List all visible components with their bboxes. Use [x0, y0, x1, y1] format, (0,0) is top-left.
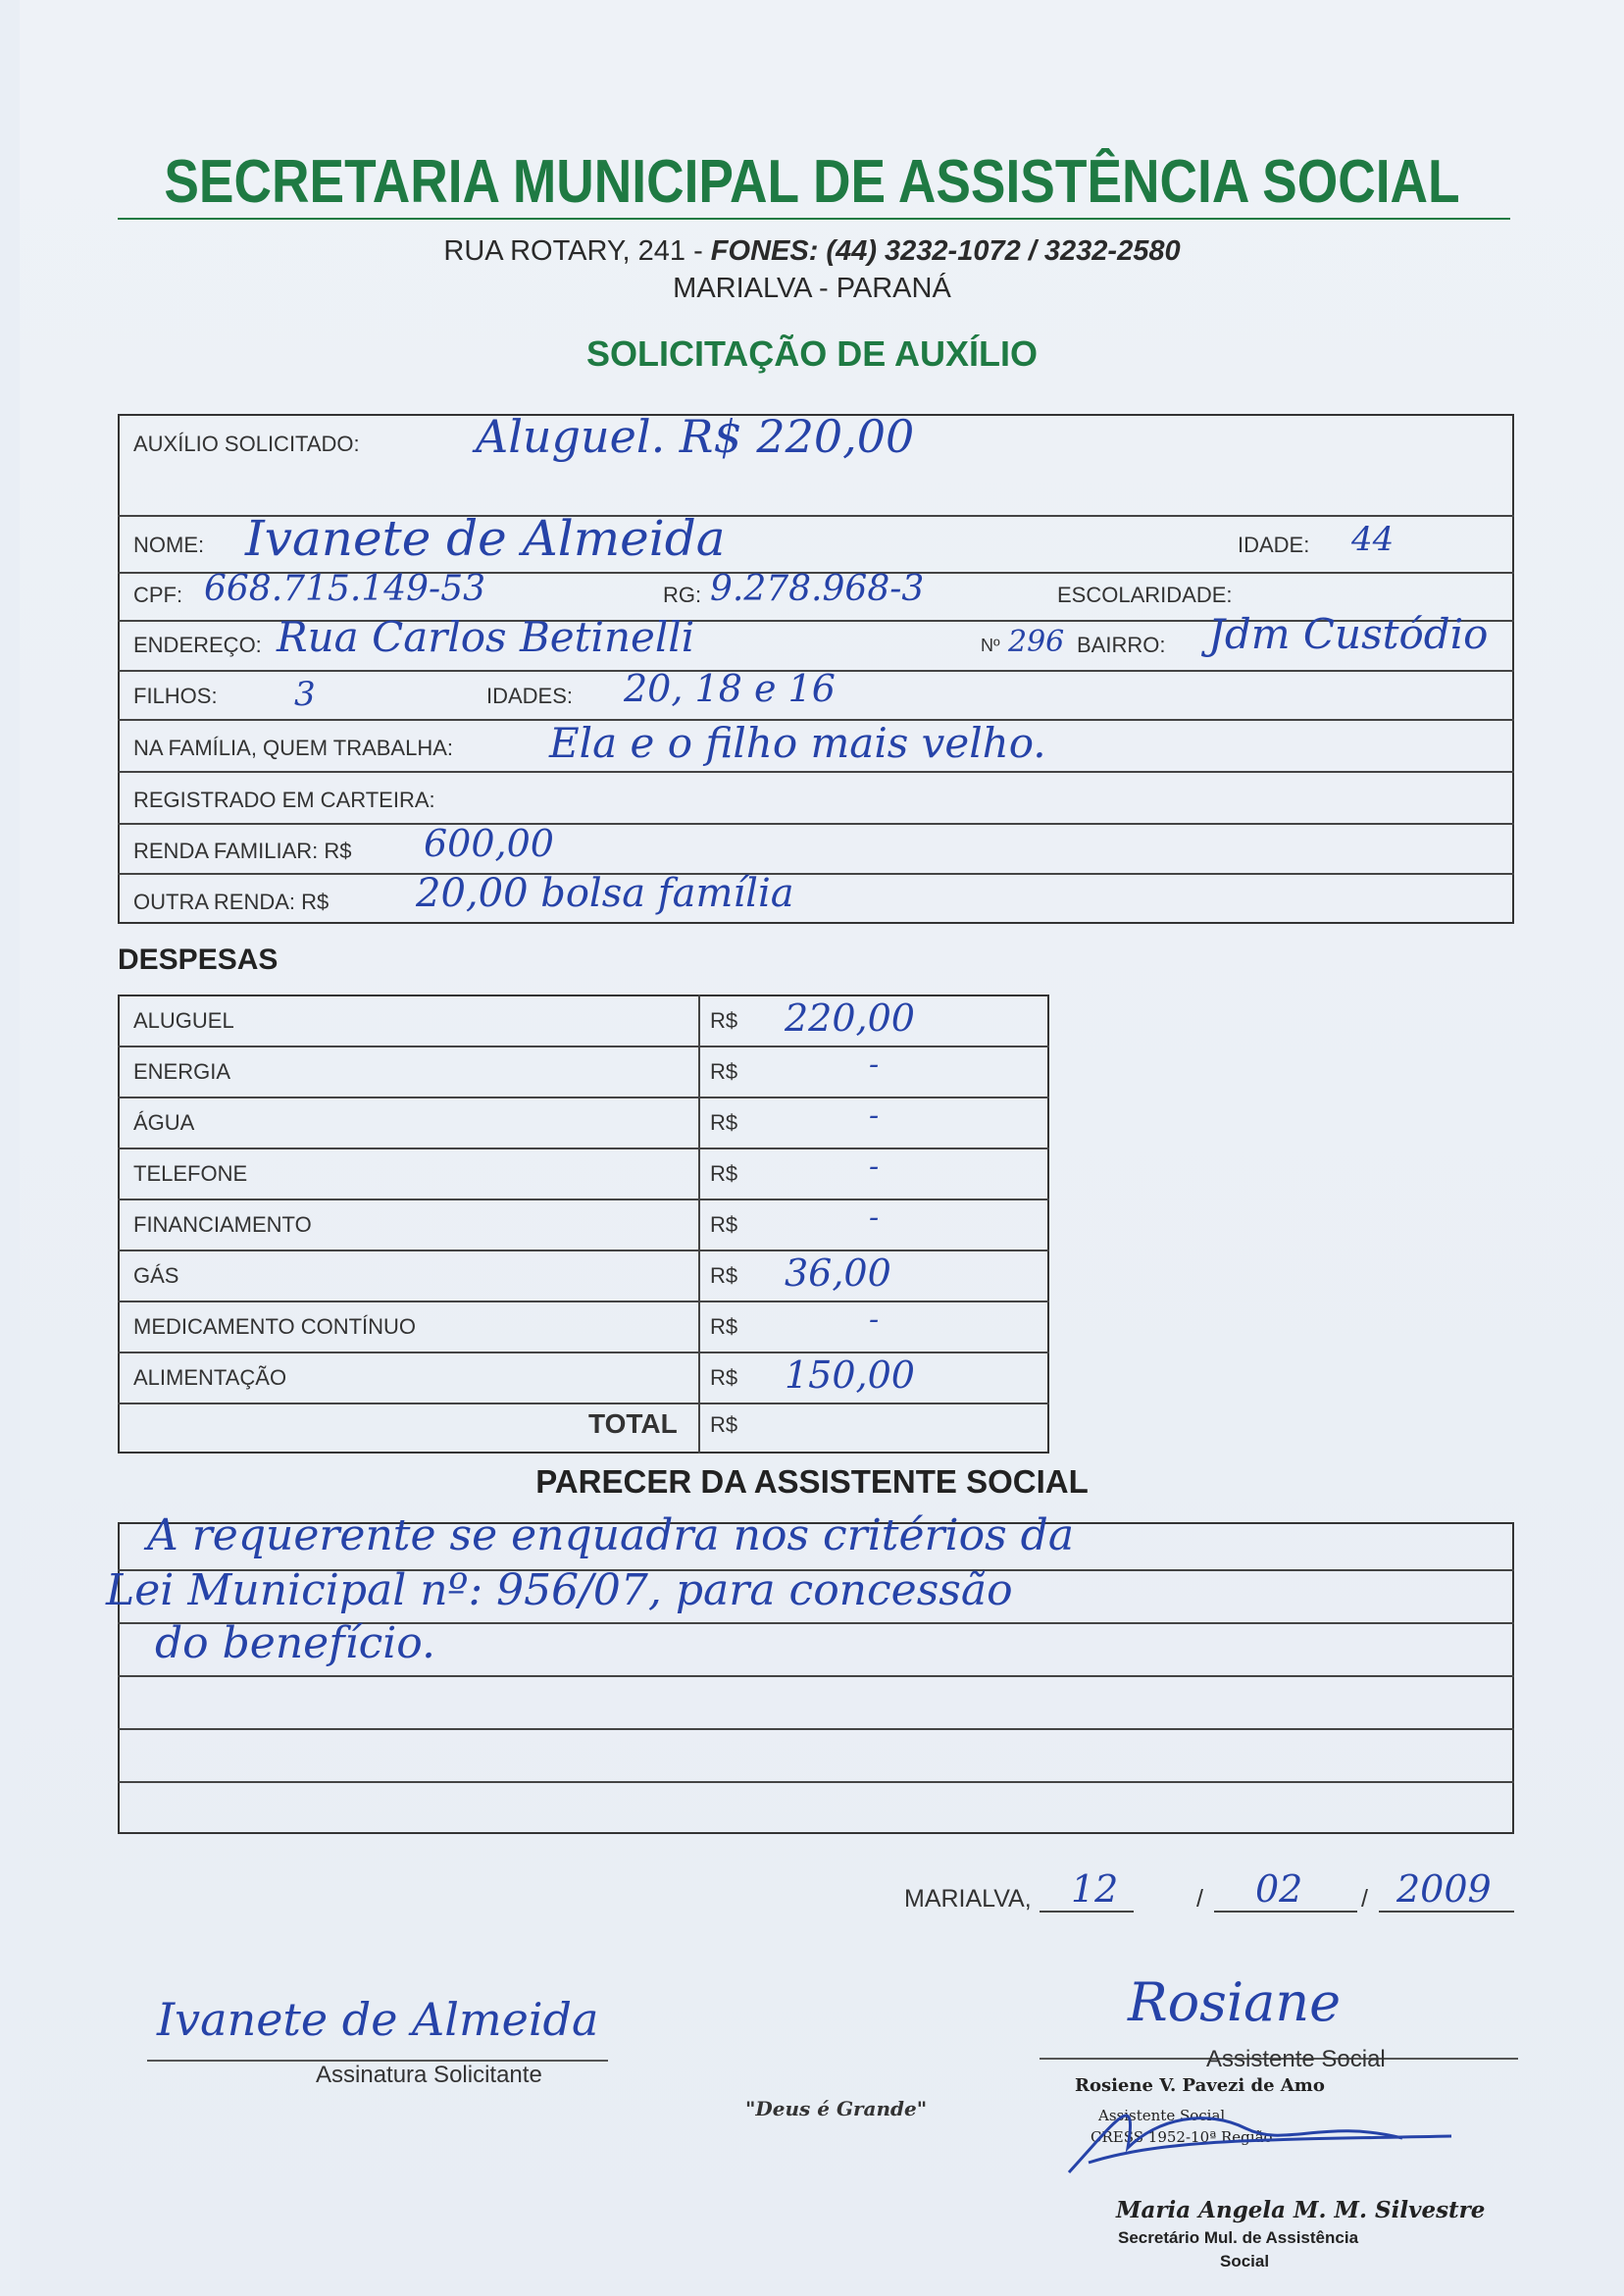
date-year: 2009 [1396, 1867, 1492, 1911]
renda-label: RENDA FAMILIAR: R$ [133, 839, 352, 863]
date-month-line [1214, 1911, 1357, 1913]
motto: "Deus é Grande" [745, 2097, 928, 2120]
despesas-title: DESPESAS [118, 944, 279, 976]
outra-renda-value: 20,00 bolsa família [416, 871, 794, 916]
bairro-label: BAIRRO: [1077, 633, 1166, 657]
escolaridade-label: ESCOLARIDADE: [1057, 583, 1233, 607]
row-divider [118, 873, 1514, 875]
solicitante-signature: Ivanete de Almeida [157, 1993, 599, 2046]
row-divider [118, 771, 1514, 773]
parecer-line [118, 1781, 1514, 1783]
parecer-line-1: A requerente se enquadra nos critérios da [147, 1510, 1075, 1560]
renda-value: 600,00 [424, 822, 554, 865]
assistente-label: Assistente Social [1206, 2046, 1386, 2072]
despesa-label: TELEFONE [133, 1161, 248, 1186]
page-title: SECRETARIA MUNICIPAL DE ASSISTÊNCIA SOCIAL [164, 148, 1460, 216]
despesas-row-divider [118, 1148, 1049, 1149]
idades-value: 20, 18 e 16 [624, 667, 836, 710]
despesa-currency: R$ [710, 1365, 738, 1390]
cpf-label: CPF: [133, 583, 183, 607]
stamp-role: Assistente Social [1098, 2107, 1226, 2124]
despesa-currency: R$ [710, 1059, 738, 1084]
despesa-currency: R$ [710, 1314, 738, 1339]
endereco-label: ENDEREÇO: [133, 633, 262, 657]
date-city-label: MARIALVA, [904, 1885, 1032, 1913]
auxilio-label: AUXÍLIO SOLICITADO: [133, 432, 360, 456]
address-text: RUA ROTARY, 241 - [443, 235, 711, 267]
parecer-line-3: do benefício. [155, 1618, 435, 1668]
despesa-label: ENERGIA [133, 1059, 231, 1084]
despesa-currency: R$ [710, 1263, 738, 1288]
parecer-title: PARECER DA ASSISTENTE SOCIAL [535, 1463, 1089, 1500]
stamp-cress: CRESS 1952-10ª Região [1091, 2128, 1273, 2146]
carteira-label: REGISTRADO EM CARTEIRA: [133, 788, 435, 812]
despesa-value: 150,00 [785, 1353, 915, 1397]
despesa-currency: R$ [710, 1212, 738, 1237]
despesa-currency: R$ [710, 1110, 738, 1135]
idade-label: IDADE: [1238, 533, 1310, 557]
date-day: 12 [1071, 1867, 1119, 1911]
row-divider [118, 823, 1514, 825]
despesa-label: FINANCIAMENTO [133, 1212, 312, 1237]
despesas-row-divider [118, 1097, 1049, 1098]
despesas-row-divider [118, 1250, 1049, 1251]
endereco-value: Rua Carlos Betinelli [277, 613, 695, 661]
despesa-label: ALIMENTAÇÃO [133, 1365, 287, 1390]
bairro-value: Jdm Custódio [1208, 610, 1489, 658]
assistente-signature: Rosiane [1128, 1971, 1342, 2033]
despesa-value: - [869, 1302, 880, 1337]
stamp-name: Rosiene V. Pavezi de Amo [1075, 2075, 1325, 2096]
parecer-line [118, 1728, 1514, 1730]
secretary-role-2: Social [1220, 2252, 1270, 2270]
parecer-line-2: Lei Municipal nº: 956/07, para concessão [106, 1565, 1013, 1615]
despesa-label: GÁS [133, 1263, 179, 1288]
outra-renda-label: OUTRA RENDA: R$ [133, 890, 330, 914]
nome-label: NOME: [133, 533, 205, 557]
filhos-value: 3 [294, 675, 316, 714]
idades-label: IDADES: [486, 684, 574, 708]
despesa-currency: R$ [710, 1008, 738, 1033]
despesa-label: ALUGUEL [133, 1008, 234, 1033]
trabalha-value: Ela e o filho mais velho. [549, 719, 1046, 767]
date-day-line [1040, 1911, 1134, 1913]
numero-label: Nº [981, 636, 1000, 655]
despesa-value: 36,00 [785, 1251, 891, 1295]
secretary-name: Maria Angela M. M. Silvestre [1116, 2197, 1486, 2223]
despesa-value: - [869, 1200, 880, 1235]
city-line: MARIALVA - PARANÁ [673, 273, 951, 304]
form-title: SOLICITAÇÃO DE AUXÍLIO [585, 333, 1038, 374]
despesas-row-divider [118, 1046, 1049, 1047]
total-label: TOTAL [588, 1408, 678, 1439]
date-sep: / [1361, 1885, 1368, 1913]
filhos-label: FILHOS: [133, 684, 218, 708]
despesa-value: - [869, 1098, 880, 1133]
date-year-line [1379, 1911, 1514, 1913]
despesas-row-divider [118, 1403, 1049, 1404]
despesas-col-divider [698, 995, 700, 1454]
rg-label: RG: [663, 583, 702, 607]
phones-text: FONES: (44) 3232-1072 / 3232-2580 [710, 235, 1181, 267]
despesa-value: - [869, 1047, 880, 1082]
secretary-role-1: Secretário Mul. de Assistência [1118, 2228, 1359, 2247]
despesa-value: 220,00 [785, 996, 915, 1040]
nome-value: Ivanete de Almeida [245, 510, 726, 567]
address-line [0, 235, 1624, 268]
total-currency: R$ [710, 1412, 738, 1437]
trabalha-label: NA FAMÍLIA, QUEM TRABALHA: [133, 736, 454, 760]
rg-value: 9.278.968-3 [710, 569, 925, 609]
date-sep: / [1196, 1885, 1203, 1913]
solicitante-label: Assinatura Solicitante [316, 2062, 542, 2088]
auxilio-value: Aluguel. R$ 220,00 [476, 410, 915, 463]
despesas-row-divider [118, 1199, 1049, 1200]
despesa-value: - [869, 1149, 880, 1184]
cpf-value: 668.715.149-53 [204, 569, 485, 609]
despesa-currency: R$ [710, 1161, 738, 1186]
idade-value: 44 [1351, 520, 1395, 559]
parecer-line [118, 1675, 1514, 1677]
title-underline [118, 218, 1510, 220]
despesa-label: ÁGUA [133, 1110, 195, 1135]
numero-value: 296 [1008, 625, 1065, 659]
despesa-label: MEDICAMENTO CONTÍNUO [133, 1314, 417, 1339]
secretary-signature-scribble [1030, 2079, 1461, 2187]
despesas-row-divider [118, 1301, 1049, 1302]
date-month: 02 [1255, 1867, 1303, 1911]
